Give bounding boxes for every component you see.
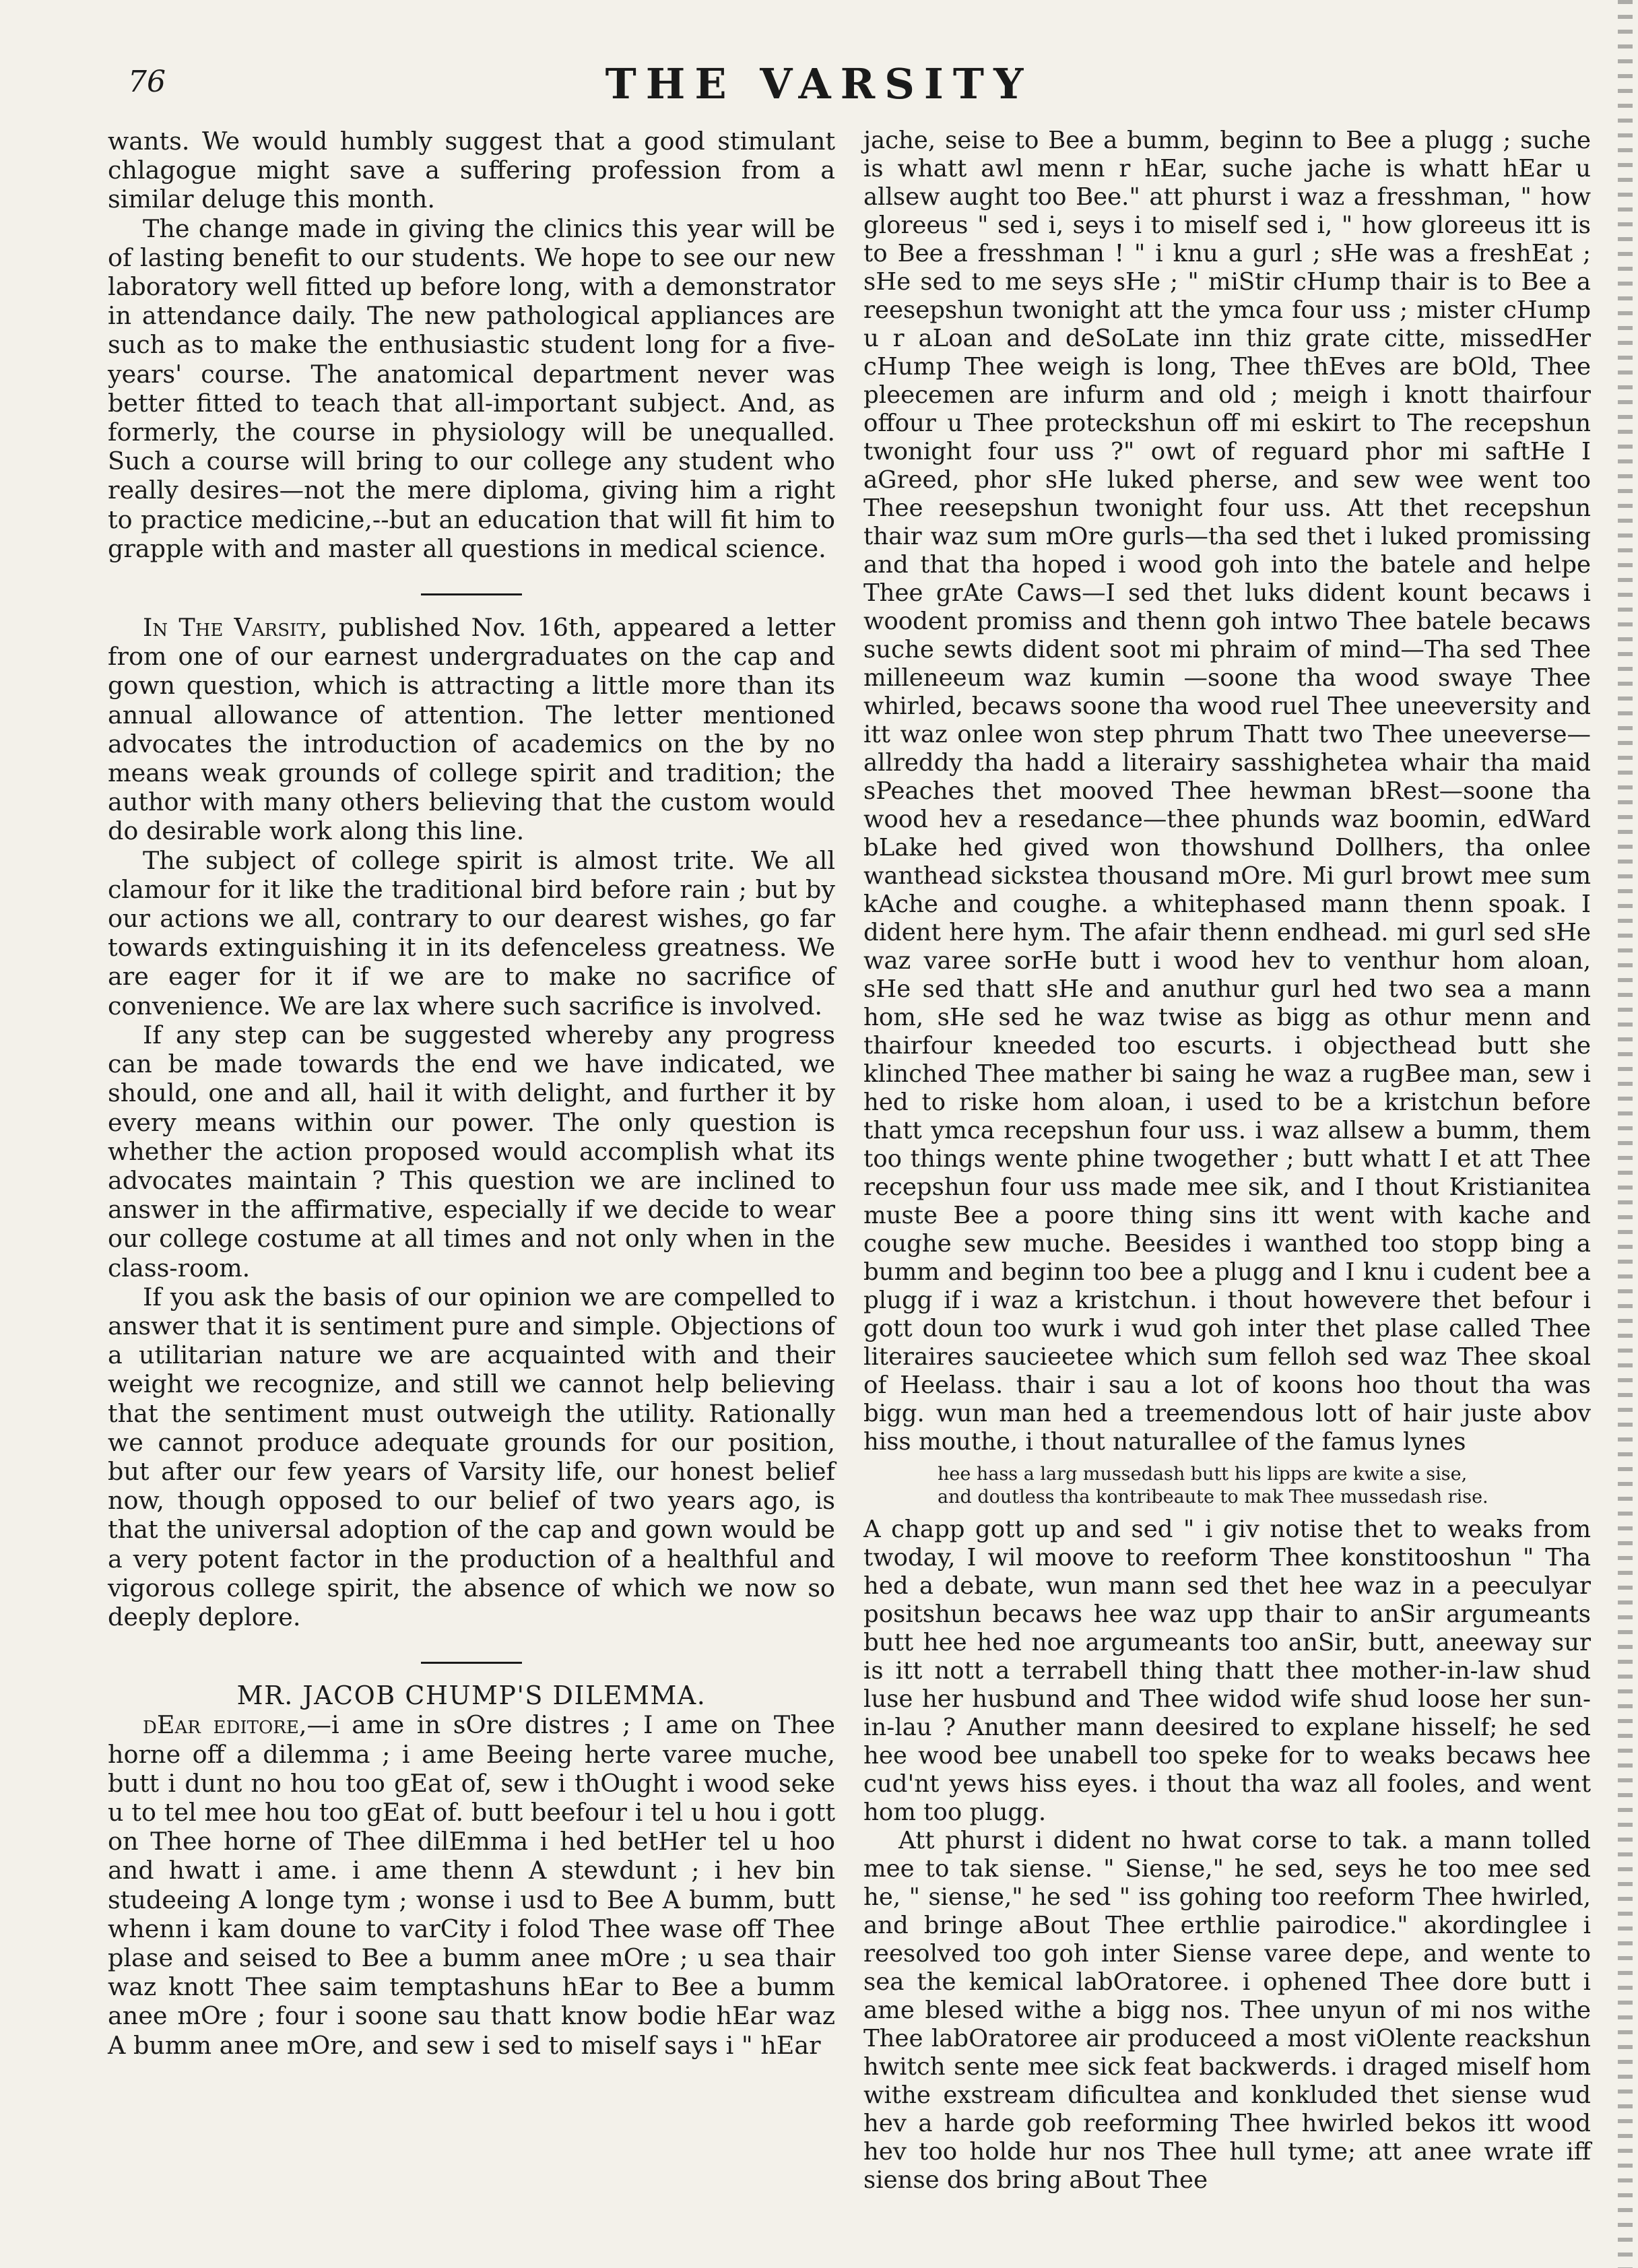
article-heading: MR. JACOB CHUMP'S DILEMMA. (236, 1681, 707, 1711)
letter-salutation: dEar editore, (143, 1710, 307, 1740)
paragraph: The change made in giving the clinics this year will be of lasting benefit to our students. We hope to see our new laboratory well fitted up before long, with a demonstrator in attendance daily. The new pathological appliances are such as to make the enthusiastic student long for a five-years' course. The anatomical department never was better fitted to teach that all-important subject. And, as formerly, the course in physiology will be unequalled. Such a course will bring to our college any student who really desires—not the mere diploma, giving him a right to practice medicine,--but an education that will fit him to grapple with and master all questions in medical science. (108, 214, 835, 563)
verse-quote (938, 1463, 1591, 1509)
paragraph (108, 613, 835, 846)
paragraph: The subject of college spirit is almost trite. We all clamour for it like the traditional bird before rain ; but by our actions we all, contrary to our dearest wishes, go far towards extinguishing it in its defenceless greatness. We are eager for it if we are to make no sacrifice of convenience. We are lax where such sacrifice is involved. (108, 845, 835, 1020)
right-column (863, 127, 1591, 2195)
letter-paragraph (108, 1710, 835, 2059)
section-divider (421, 593, 522, 595)
paragraph: If any step can be suggested whereby any progress can be made towards the end we have indicated, we should, one and all, hail it with delight, and further it by every means within our power. The only question is whether the action proposed would accomplish what its advocates maintain ? This question we are inclined to answer in the affirmative, especially if we decide to wear our college costume at all times and not only when in the class-room. (108, 1020, 835, 1283)
binding-edge (1618, 0, 1633, 2268)
paragraph-body: published Nov. 16th, appeared a letter from one of our earnest undergraduates on the cap and gown question, which is attracting a little more than its annual allowance of attention. The letter mentioned advocates the introduction of academics on the by no means weak grounds of college spirit and tradition; the author with many others believing that the custom would do desirable work along this line. (108, 613, 835, 846)
verse-line: hee hass a larg mussedash butt his lipps are kwite a sise, (938, 1464, 1468, 1485)
paragraph: jache, seise to Bee a bumm, beginn to Bee a plugg ; suche is whatt awl menn r hEar, suche jache is whatt hEar u allsew aught too Bee." att phurst i waz a fresshman, " how gloreeus " sed i, seys i to miself sed i, " how gloreeus itt is to Bee a fresshman ! " i knu a gurl ; sHe was a freshEat ; sHe sed to me seys sHe ; " miStir cHump thair is to Bee a reesepshun twonight att the ymca four uss ; mister cHump u r aLoan and deSoLate inn thiz grate citte, missedHer cHump Thee weigh is long, Thee thEves are bOld, Thee pleecemen are infurm and old ; meigh i knott thairfour offour u Thee proteckshun off mi eskirt to The recepshun twonight four uss ?" owt of reguard phor mi saftHe I aGreed, phor sHe luked pherse, and sew wee went too Thee reesepshun twonight four uss. Att thet recepshun thair waz sum mOre gurls—tha sed thet i luked promissing and that tha hoped i wood goh into the batele and helpe Thee grAte Caws—I sed thet luks dident kount becaws i woodent promiss and thenn goh intwo Thee batele becaws suche sewts dident soot mi phraim of mind—Tha sed Thee milleneeum waz kumin —soone tha wood swaye Thee whirled, becaws soone tha wood ruel Thee uneeversity and itt waz onlee won step phrum Thatt two Thee uneeverse—allreddy tha hadd a literairy sasshighetea whair tha maid sPeaches thet mooved Thee hewman bRest—soone tha wood hev a resedance—thee phunds waz boomin, edWard bLake hed gived won thowshund Dollhers, tha onlee wanthead sickstea thousand mOre. Mi gurl browt mee sum kAche and coughe. a whitephased mann thenn spoak. I dident here hym. The afair thenn endhead. mi gurl sed sHe waz varee sorHe butt i wood hev to venthur hom aloan, sHe sed thatt sHe and anuthur gurl hed two sea a mann hom, sHe sed he waz twise as bigg as othur menn and thairfour kneeded too escurts. i objecthead butt she klinched Thee mather bi saing he waz a rugBee man, sew i hed to riske hom aloan, i used to be a kristchun before thatt ymca recepshun four uss. i waz allsew a bumm, them too things wente phine twogether ; butt whatt I et att Thee recepshun four uss made mee sik, and I thout Kristianitea muste Bee a poore thing sins itt went with kache and coughe sew muche. Beesides i wanthed too stopp bing a bumm and beginn too bee a plugg and I knu i cudent bee a plugg if i waz a kristchun. i thout howevere thet befour i gott doun too wurk i wud goh inter thet plase called Thee literaires saucieetee which sum felloh sed waz Thee skoal of Heelass. thair i sau a lot of koons hoo thout tha was bigg. wun man hed a treemendous lott of hair juste abov hiss mouthe, i thout naturallee of the famus lynes (863, 127, 1591, 1456)
section-divider (421, 1662, 522, 1664)
journal-masthead: THE VARSITY (605, 59, 1033, 108)
left-column (108, 127, 835, 2060)
paragraph: Att phurst i dident no hwat corse to tak. a mann tolled mee to tak siense. " Siense," he sed, seys he too mee sed he, " siense," he sed " iss gohing too reeform Thee hwirled, and bringe aBout Thee erthlie pairodice." akordinglee i reesolved too goh inter Siense varee depe, and wente to sea the kemical labOratoree. i ophened Thee dore butt i ame blesed withe a bigg nos. Thee unyun of mi nos withe Thee labOratoree air produceed a most viOlente reackshun hwitch sente mee sick feat backwerds. i draged miself hom withe exstream dificultea and konkluded thet siense wud hev a harde gob reeforming Thee hwirled bekos itt wood hev too holde hur nos Thee hull tyme; att anee wrate iff siense dos bring aBout Thee (863, 1827, 1591, 2194)
verse-line: and doutless tha kontribeaute to mak Thee mussedash rise. (938, 1487, 1488, 1508)
letter-body: —i ame in sOre distres ; I ame on Thee horne off a dilemma ; i ame Beeing herte varee muche, butt i dunt no hou too gEat of, sew i thOught i wood seke u to tel mee hou too gEat of. butt beefour i tel u hou i gott on Thee horne of Thee dilEmma i hed betHer tel u hoo and hwatt i ame. i ame thenn A stewdunt ; i hev bin studeeing A longe tym ; wonse i usd to Bee A bumm, butt whenn i kam doune to varCity i folod Thee wase off Thee plase and seised to Bee a bumm anee mOre ; u sea thair waz knott Thee saim temptashuns hEar to Bee a bumm anee mOre ; four i soone sau thatt know bodie hEar waz A bumm anee mOre, and sew i sed to miself says i " hEar (108, 1710, 835, 2060)
paragraph: If you ask the basis of our opinion we are compelled to answer that it is sentiment pure and simple. Objections of a utilitarian nature we are acquainted with and their weight we recognize, and still we cannot help believing that the sentiment must outweigh the utility. Rationally we cannot produce adequate grounds for our position, but after our few years of Varsity life, our honest belief now, though opposed to our belief of two years ago, is that the universal adoption of the cap and gown would be a very potent factor in the production of a healthful and vigorous college spirit, the absence of which we now so deeply deplore. (108, 1282, 835, 1631)
page-number: 76 (128, 65, 166, 99)
paragraph-lead: In The Varsity, (143, 613, 328, 643)
paragraph: A chapp gott up and sed " i giv notise thet to weaks from twoday, I wil moove to reeform Thee konstitooshun " Tha hed a debate, wun mann sed thet hee waz in a peeculyar positshun becaws hee waz upp thair to anSir argumeants butt hee hed noe argumeants too anSir, butt, aneeway sur is itt nott a terrabell thing thatt thee mother-in-law shud luse her husbund and Thee widod wife shud loose her sun-in-lau ? Anuther mann deesired to explane hisself; he sed hee wood bee unabell too speke for to weaks becaws hee cud'nt yews hiss eyes. i thout tha waz all fooles, and went hom too plugg. (863, 1516, 1591, 1826)
paragraph: wants. We would humbly suggest that a good stimulant chlagogue might save a suffering profession from a similar deluge this month. (108, 127, 835, 214)
